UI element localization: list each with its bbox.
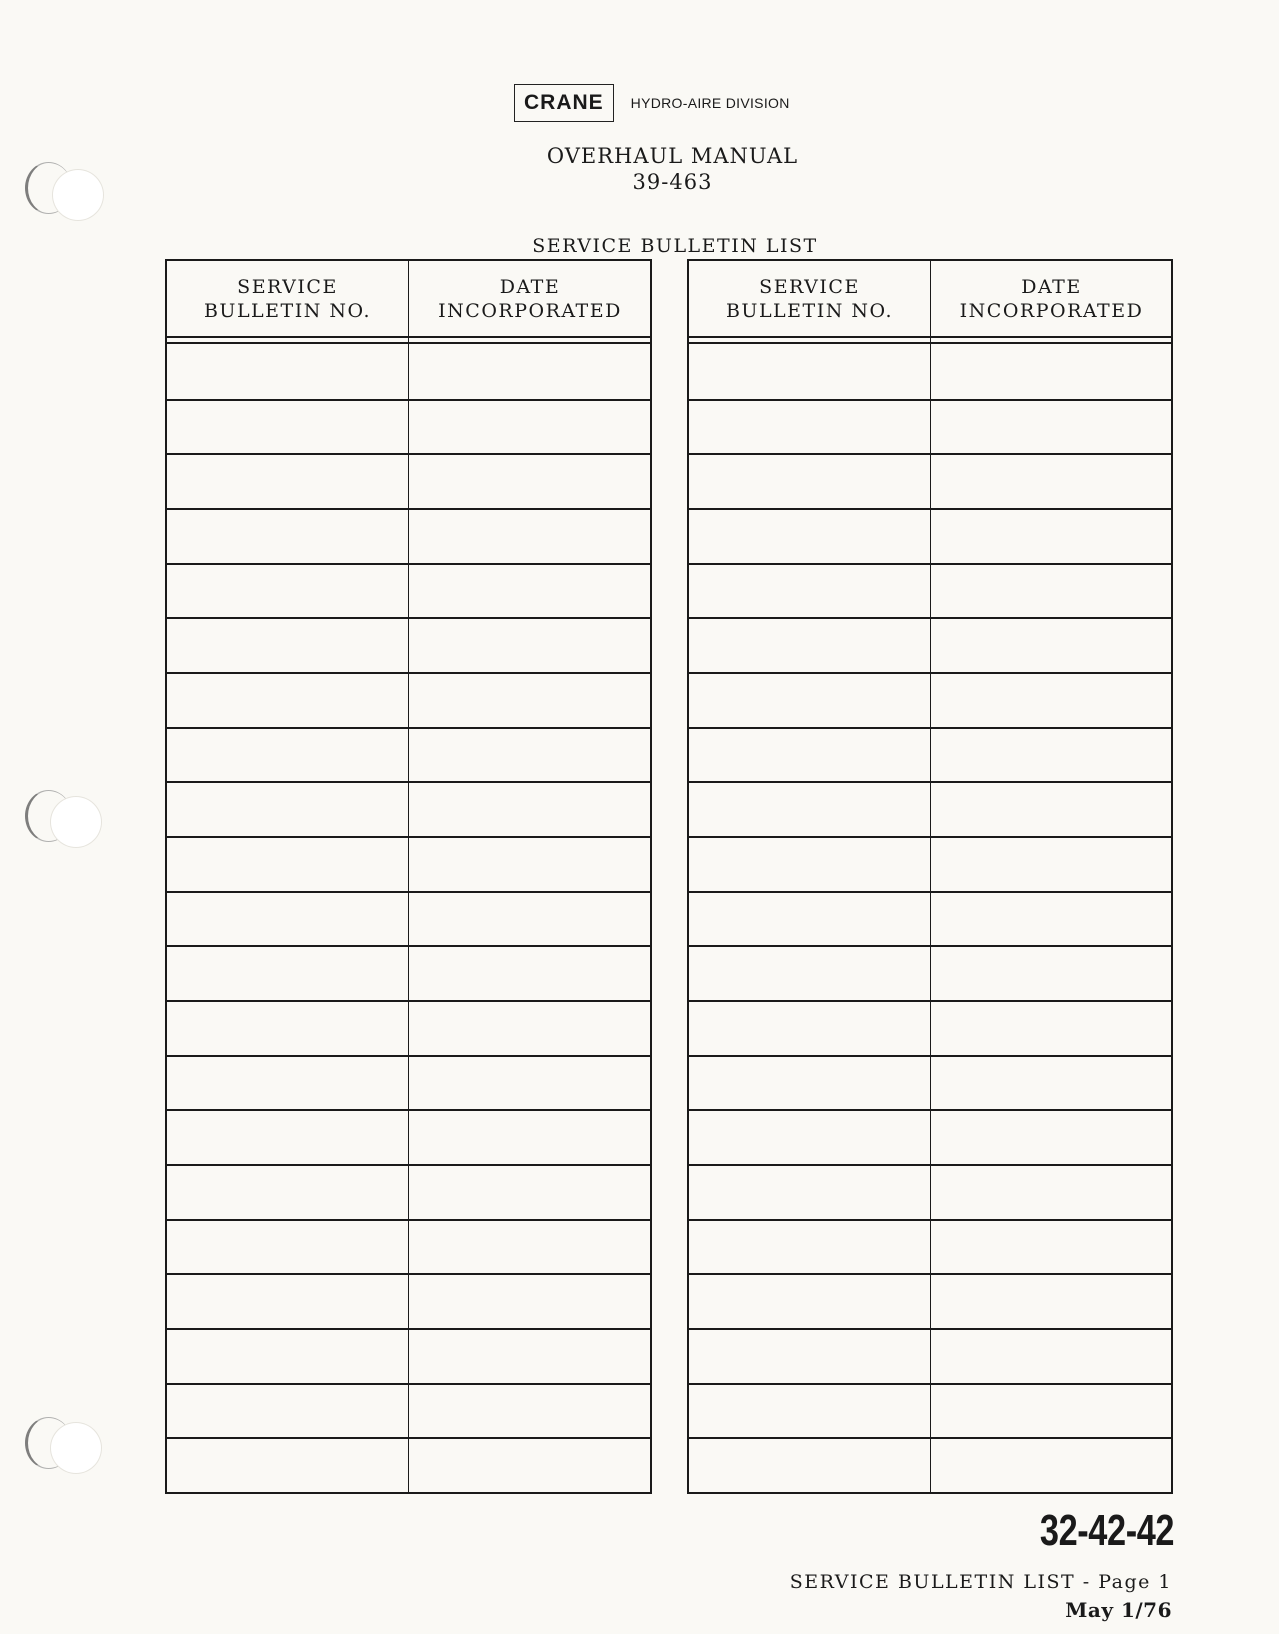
row-divider [167,781,650,783]
table-cell-date-incorporated[interactable] [410,399,650,454]
page-label: SERVICE BULLETIN LIST - Page 1 [789,1571,1172,1593]
header-rule [689,336,1171,338]
table-cell-bulletin-no[interactable] [167,1000,408,1055]
table-cell-bulletin-no[interactable] [689,891,930,946]
row-divider [167,617,650,619]
hole-punch-icon [51,1423,101,1473]
table-cell-bulletin-no[interactable] [167,563,408,618]
table-cell-bulletin-no[interactable] [167,1109,408,1164]
row-divider [167,1328,650,1330]
table-cell-bulletin-no[interactable] [689,1219,930,1274]
row-divider [167,1164,650,1166]
table-cell-date-incorporated[interactable] [410,891,650,946]
row-divider [167,1219,650,1221]
manual-number: 39-463 [632,170,713,194]
row-divider [167,1383,650,1385]
table-cell-bulletin-no[interactable] [689,781,930,836]
table-cell-date-incorporated[interactable] [410,344,650,399]
table-cell-bulletin-no[interactable] [689,1273,930,1328]
table-cell-date-incorporated[interactable] [932,1437,1172,1492]
row-divider [167,399,650,401]
column-header-line1: DATE [1021,275,1082,298]
table-cell-date-incorporated[interactable] [410,1437,650,1492]
table-cell-bulletin-no[interactable] [689,1437,930,1492]
table-cell-bulletin-no[interactable] [689,1109,930,1164]
table-cell-bulletin-no[interactable] [167,399,408,454]
row-divider [689,781,1171,783]
table-cell-date-incorporated[interactable] [410,508,650,563]
row-divider [167,563,650,565]
row-divider [167,727,650,729]
table-cell-bulletin-no[interactable] [689,617,930,672]
table-cell-date-incorporated[interactable] [932,1109,1172,1164]
table-cell-date-incorporated[interactable] [932,1273,1172,1328]
row-divider [689,453,1171,455]
row-divider [689,1273,1171,1275]
table-cell-date-incorporated[interactable] [410,1000,650,1055]
table-cell-date-incorporated[interactable] [410,1164,650,1219]
table-cell-date-incorporated[interactable] [932,891,1172,946]
table-cell-bulletin-no[interactable] [167,1273,408,1328]
row-divider [689,672,1171,674]
row-divider [167,836,650,838]
table-cell-bulletin-no[interactable] [167,1055,408,1110]
row-divider [689,1055,1171,1057]
table-cell-bulletin-no[interactable] [167,617,408,672]
table-cell-date-incorporated[interactable] [410,945,650,1000]
table-cell-date-incorporated[interactable] [932,399,1172,454]
header-rule [167,336,650,338]
table-cell-bulletin-no[interactable] [167,1164,408,1219]
table-cell-bulletin-no[interactable] [689,1055,930,1110]
row-divider [689,1109,1171,1111]
row-divider [167,945,650,947]
service-bulletin-table-right [687,259,1173,1494]
row-divider [689,836,1171,838]
column-header-line1: SERVICE [237,275,338,298]
table-cell-bulletin-no[interactable] [167,891,408,946]
table-cell-date-incorporated[interactable] [932,727,1172,782]
column-header-line2: BULLETIN NO. [725,299,894,322]
row-divider [689,508,1171,510]
table-cell-bulletin-no[interactable] [689,399,930,454]
manual-title-block [0,143,1279,195]
table-cell-bulletin-no[interactable] [167,727,408,782]
table-cell-date-incorporated[interactable] [410,672,650,727]
row-divider [167,1109,650,1111]
table-cell-bulletin-no[interactable] [689,1383,930,1438]
table-cell-date-incorporated[interactable] [932,508,1172,563]
table-cell-date-incorporated[interactable] [932,1383,1172,1438]
service-bulletin-table-left [165,259,652,1494]
table-cell-date-incorporated[interactable] [932,1055,1172,1110]
row-divider [167,1055,650,1057]
column-header-line2: INCORPORATED [959,299,1144,322]
column-header-line1: SERVICE [759,275,860,298]
table-cell-date-incorporated[interactable] [932,1164,1172,1219]
table-cell-date-incorporated[interactable] [932,453,1172,508]
column-divider [930,261,931,1492]
row-divider [689,563,1171,565]
row-divider [167,508,650,510]
table-cell-date-incorporated[interactable] [410,453,650,508]
row-divider [689,1383,1171,1385]
table-cell-date-incorporated[interactable] [410,617,650,672]
table-cell-bulletin-no[interactable] [167,945,408,1000]
table-cell-date-incorporated[interactable] [932,1328,1172,1383]
table-cell-bulletin-no[interactable] [167,836,408,891]
table-cell-date-incorporated[interactable] [932,1000,1172,1055]
row-divider [167,1000,650,1002]
table-cell-date-incorporated[interactable] [410,1055,650,1110]
table-cell-date-incorporated[interactable] [932,672,1172,727]
division-name: HYDRO-AIRE DIVISION [630,95,790,111]
table-cell-date-incorporated[interactable] [410,1219,650,1274]
table-cell-date-incorporated[interactable] [410,1328,650,1383]
row-divider [689,1000,1171,1002]
table-cell-bulletin-no[interactable] [167,1219,408,1274]
table-cell-bulletin-no[interactable] [689,727,930,782]
column-header-date-incorporated [410,261,650,336]
table-cell-bulletin-no[interactable] [689,836,930,891]
table-cell-bulletin-no[interactable] [689,563,930,618]
table-cell-bulletin-no[interactable] [689,945,930,1000]
table-cell-date-incorporated[interactable] [932,836,1172,891]
table-cell-date-incorporated[interactable] [410,836,650,891]
column-header-line2: INCORPORATED [438,299,622,322]
table-cell-bulletin-no[interactable] [167,672,408,727]
column-header-line2: BULLETIN NO. [203,299,372,322]
table-cell-bulletin-no[interactable] [167,508,408,563]
row-divider [167,891,650,893]
table-cell-date-incorporated[interactable] [410,1383,650,1438]
table-cell-date-incorporated[interactable] [410,727,650,782]
table-cell-date-incorporated[interactable] [932,945,1172,1000]
document-number: 32-42-42 [1039,1506,1174,1555]
table-cell-bulletin-no[interactable] [167,781,408,836]
table-title: SERVICE BULLETIN LIST [532,235,818,257]
table-cell-date-incorporated[interactable] [932,781,1172,836]
revision-date: May 1/76 [1065,1598,1172,1622]
row-divider [689,1219,1171,1221]
row-divider [689,945,1171,947]
column-header-line1: DATE [499,275,561,298]
table-cell-bulletin-no[interactable] [167,453,408,508]
column-header-bulletin-no [689,261,930,336]
table-cell-bulletin-no[interactable] [689,672,930,727]
table-cell-date-incorporated[interactable] [932,1219,1172,1274]
table-cell-date-incorporated[interactable] [410,781,650,836]
table-cell-bulletin-no[interactable] [167,1437,408,1492]
table-cell-date-incorporated[interactable] [932,344,1172,399]
table-cell-bulletin-no[interactable] [689,508,930,563]
table-cell-date-incorporated[interactable] [410,563,650,618]
row-divider [689,617,1171,619]
row-divider [689,399,1171,401]
crane-logo: CRANE [514,84,614,122]
row-divider [689,727,1171,729]
table-cell-date-incorporated[interactable] [410,1109,650,1164]
row-divider [167,1273,650,1275]
manual-title: OVERHAUL MANUAL [546,144,799,168]
column-divider [408,261,409,1492]
company-header [514,84,790,122]
table-cell-bulletin-no[interactable] [167,344,408,399]
row-divider [689,1328,1171,1330]
table-cell-bulletin-no[interactable] [689,1000,930,1055]
column-header-bulletin-no [167,261,408,336]
hole-punch-icon [51,797,101,847]
table-cell-bulletin-no[interactable] [689,344,930,399]
table-cell-bulletin-no[interactable] [689,1164,930,1219]
row-divider [689,1437,1171,1439]
column-header-date-incorporated [932,261,1171,336]
table-cell-bulletin-no[interactable] [689,1328,930,1383]
row-divider [167,672,650,674]
table-cell-date-incorporated[interactable] [932,563,1172,618]
row-divider [689,891,1171,893]
table-cell-date-incorporated[interactable] [932,617,1172,672]
row-divider [167,453,650,455]
table-cell-bulletin-no[interactable] [167,1383,408,1438]
row-divider [167,1437,650,1439]
table-cell-date-incorporated[interactable] [410,1273,650,1328]
table-cell-bulletin-no[interactable] [689,453,930,508]
row-divider [689,1164,1171,1166]
table-cell-bulletin-no[interactable] [167,1328,408,1383]
